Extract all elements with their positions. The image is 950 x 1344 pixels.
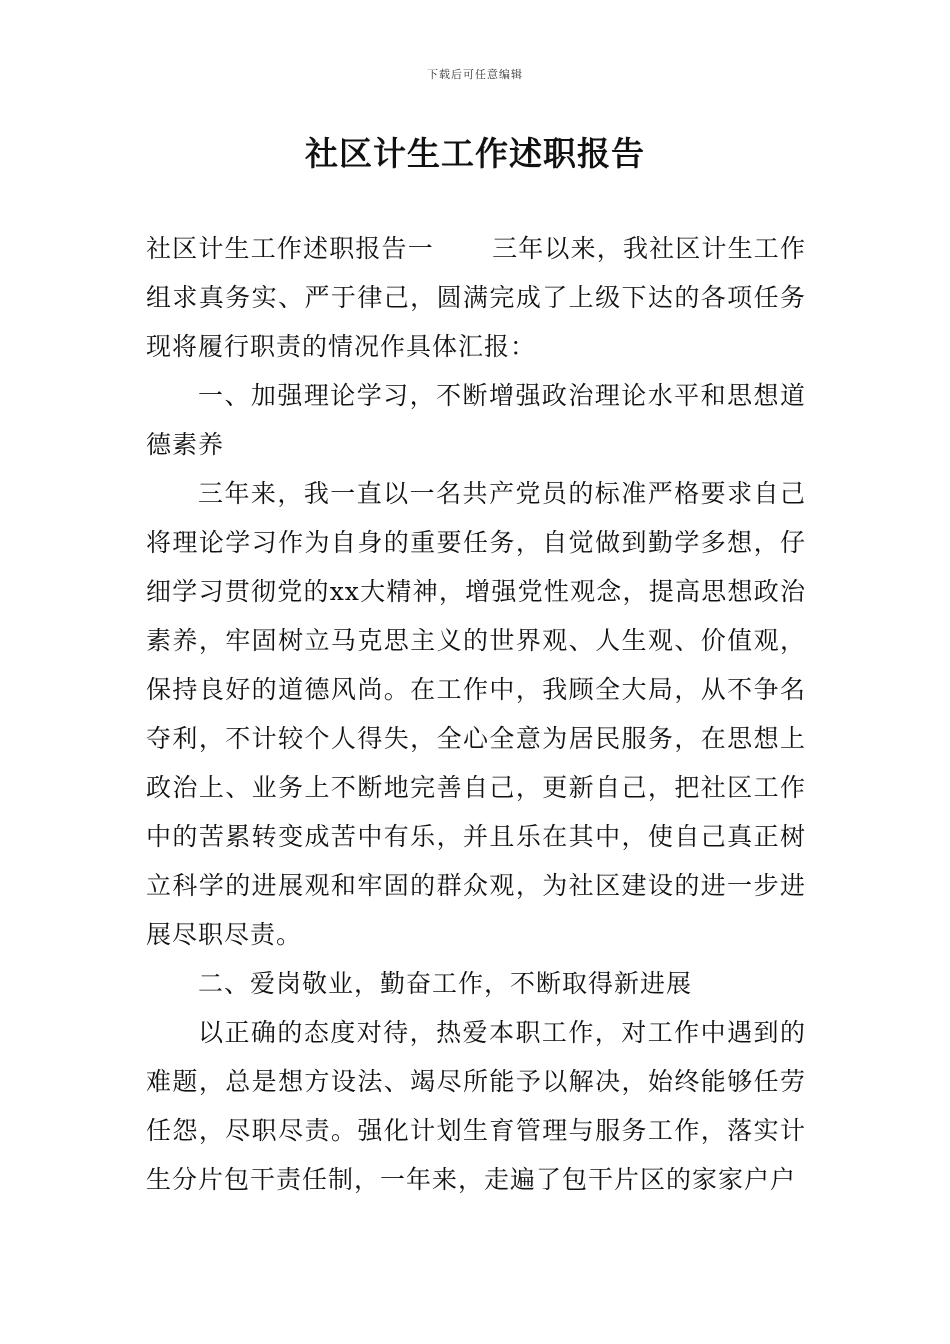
- document-title: 社区计生工作述职报告: [305, 134, 645, 173]
- section-1-body: 三年来，我一直以一名共产党员的标准严格要求自己将理论学习作为自身的重要任务，自觉做到勤学多想，仔细学习贯彻党的xx大精神，增强党性观念，提高思想政治素养，牢固树立马克思主义的世界观、人生观、价值观，保持良好的道德风尚。在工作中，我顾全大局，从不争名夺利，不计较个人得失，全心全意为居民服务，在思想上政治上、业务上不断地完善自己，更新自己，把社区工作中的苦累转变成苦中有乐，并且乐在其中，使自己真正树立科学的进展观和牢固的群众观，为社区建设的进一步进展尽职尽责。: [146, 479, 806, 949]
- intro-heading: 社区计生工作述职报告一: [146, 234, 434, 263]
- section-1-heading: 一、加强理论学习，不断增强政治理论水平和思想道德素养: [146, 381, 806, 459]
- document-body: [146, 224, 806, 1204]
- section-2-body: 以正确的态度对待，热爱本职工作，对工作中遇到的难题，总是想方设法、竭尽所能予以解决，始终能够任劳任怨，尽职尽责。强化计划生育管理与服务工作，落实计生分片包干责任制，一年来，走遍了包干片区的家家户户: [146, 1018, 806, 1194]
- intro-paragraph: [146, 224, 806, 371]
- intro-text: 三年以来，我社区计生工作组求真务实、严于律己，圆满完成了上级下达的各项任务现将履行职责的情况作具体汇报：: [146, 234, 806, 361]
- section-2-heading: 二、爱岗敬业，勤奋工作，不断取得新进展: [198, 969, 693, 998]
- header-note: 下载后可任意编辑: [427, 68, 523, 81]
